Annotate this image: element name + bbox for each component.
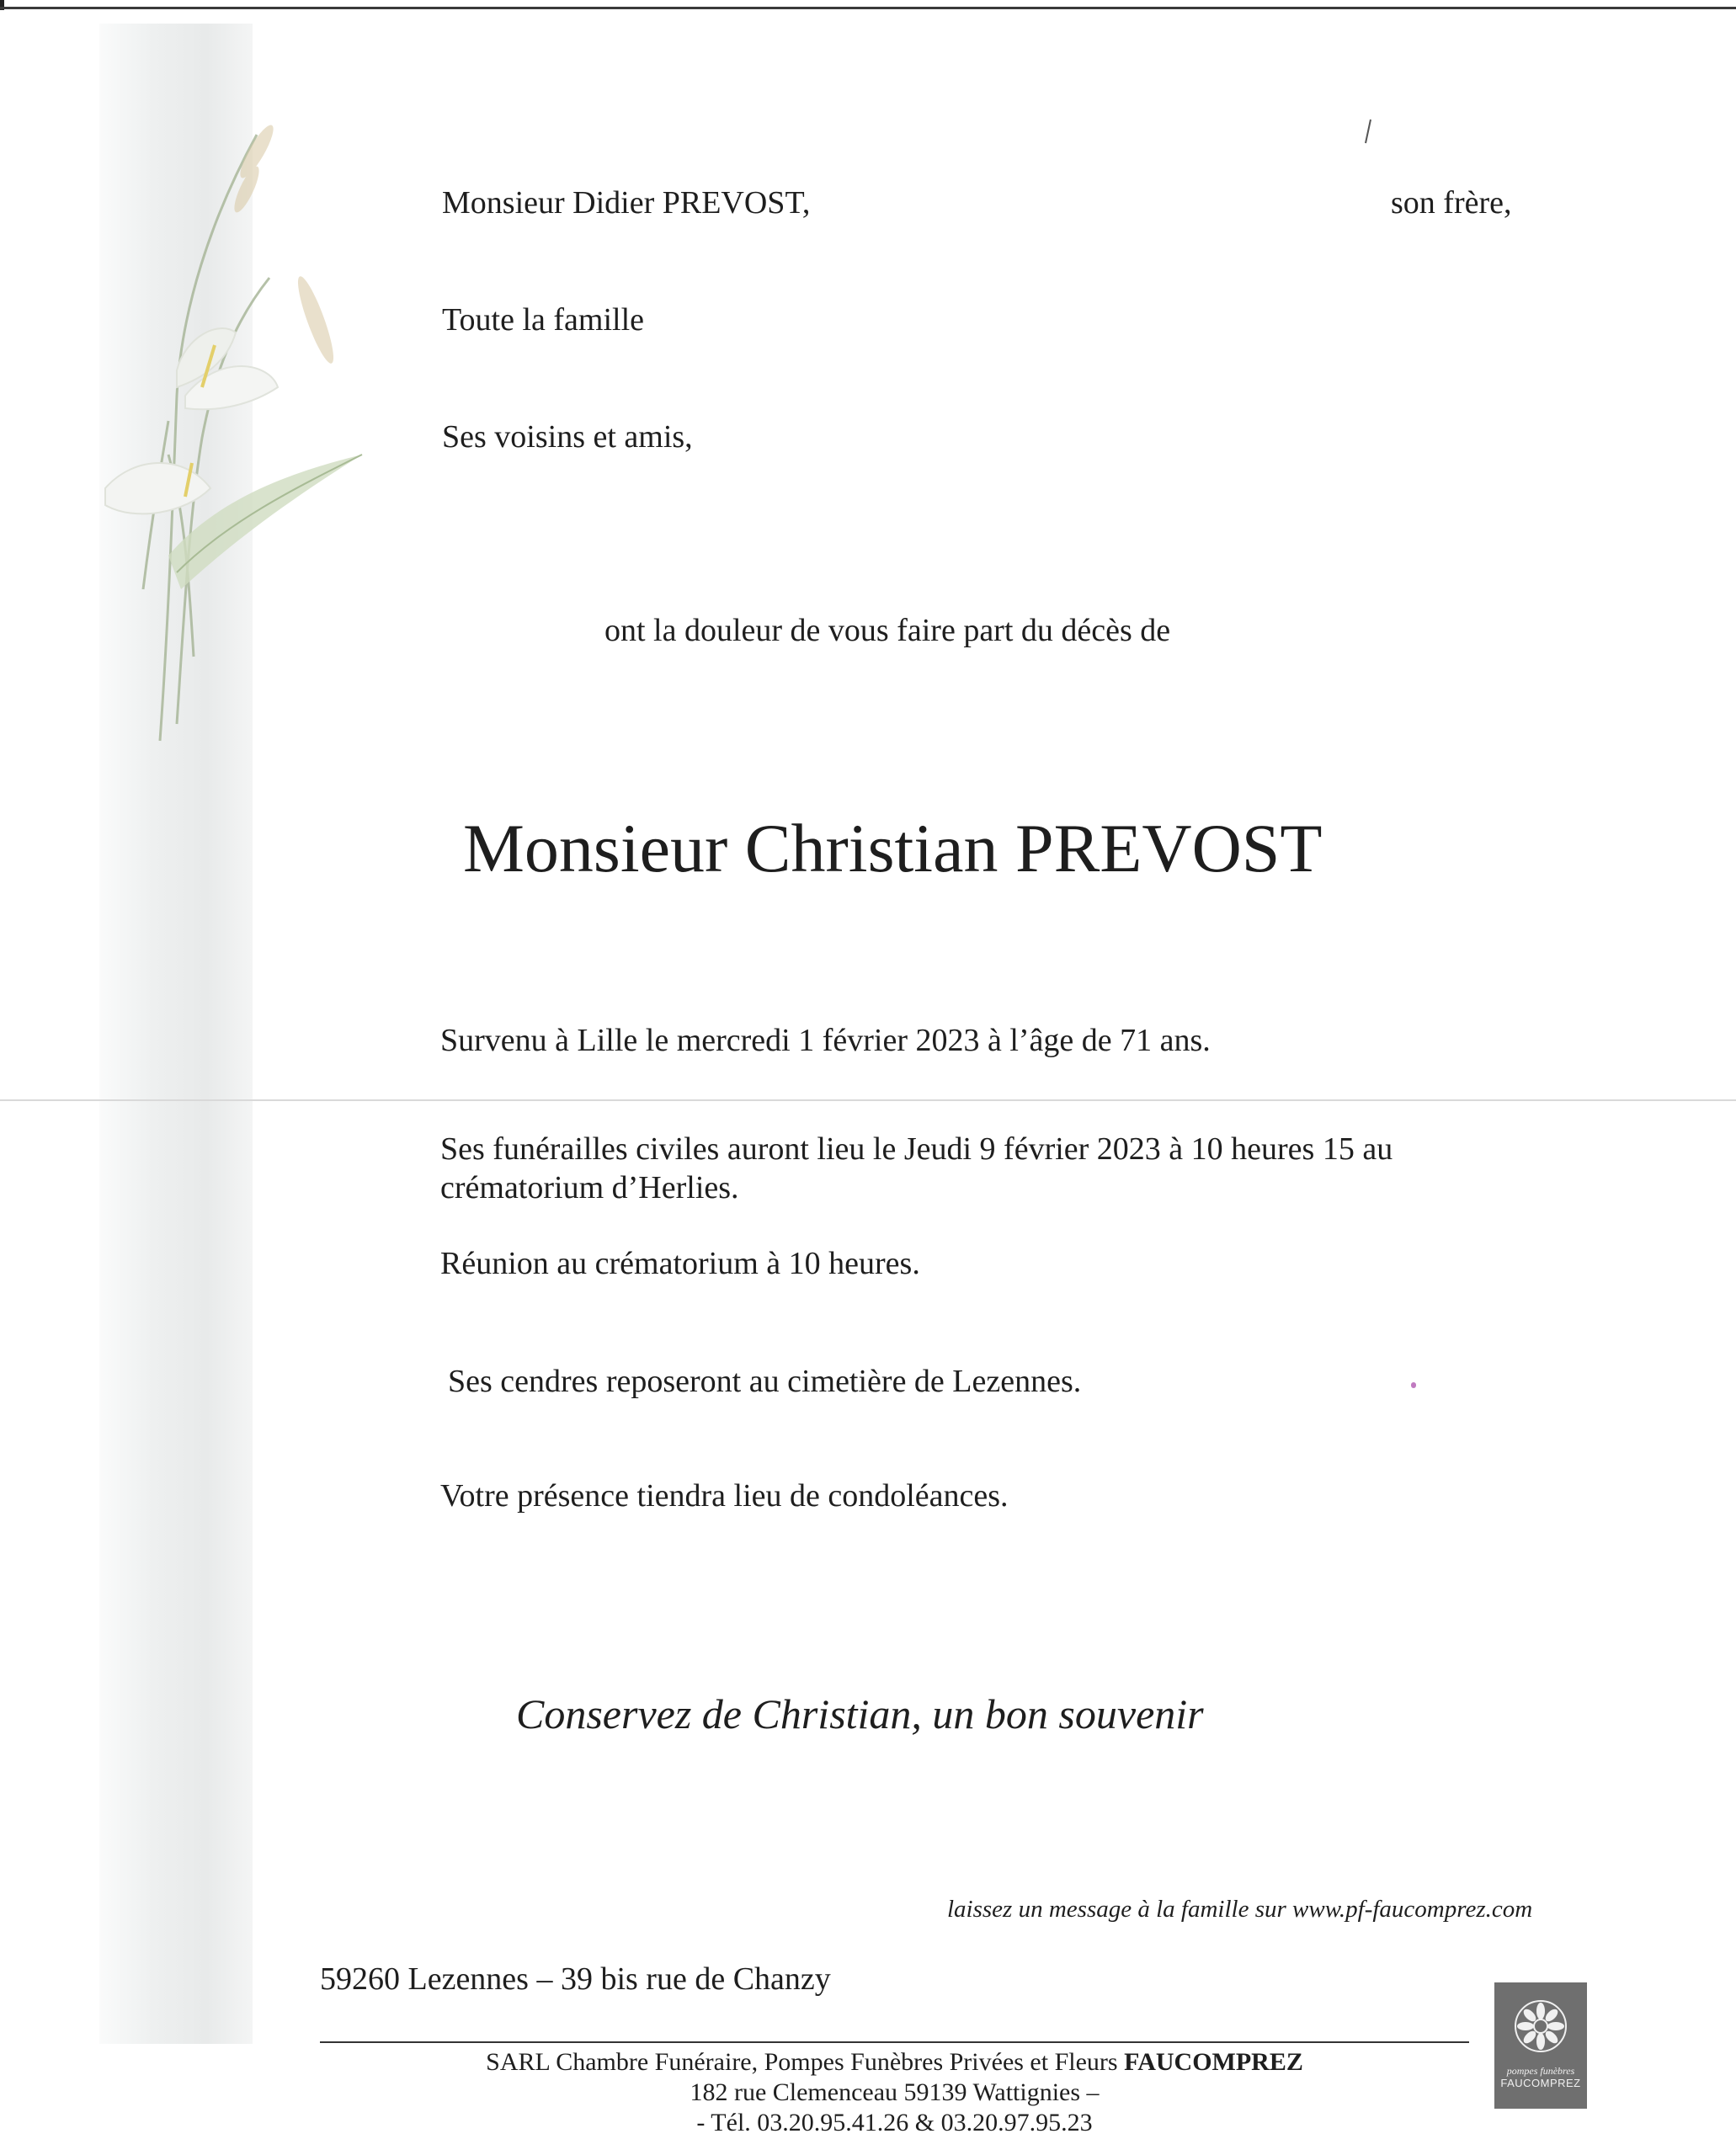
family-line: Toute la famille xyxy=(442,302,645,338)
fold-line xyxy=(0,1099,1736,1101)
announcement-text: ont la douleur de vous faire part du décès de xyxy=(604,613,1171,648)
pen-mark xyxy=(1362,118,1374,146)
family-member-name: Monsieur Didier PREVOST, xyxy=(442,185,811,221)
friends-line: Ses voisins et amis, xyxy=(442,419,693,455)
ink-speck xyxy=(1411,1382,1416,1388)
logo-script-text: pompes funèbres xyxy=(1506,2065,1575,2077)
faucomprez-logo xyxy=(1494,1982,1587,2109)
top-scan-edge xyxy=(0,7,1736,9)
remembrance-motto: Conservez de Christian, un bon souvenir xyxy=(516,1690,1204,1737)
website-note: laissez un message à la famille sur www.pf-faucomprez.com xyxy=(947,1896,1533,1923)
footer-street: 182 rue Clemenceau 59139 Wattignies – xyxy=(690,2078,1100,2106)
death-details: Survenu à Lille le mercredi 1 février 2023 à l’âge de 71 ans. xyxy=(440,1023,1211,1058)
condolences-note: Votre présence tiendra lieu de condoléances. xyxy=(440,1478,1009,1514)
flower-emblem-icon xyxy=(1507,1993,1574,2060)
logo-name-text: FAUCOMPREZ xyxy=(1500,2077,1581,2089)
family-member-relation: son frère, xyxy=(1391,185,1512,221)
deceased-name: Monsieur Christian PREVOST xyxy=(463,810,1323,886)
footer-company xyxy=(320,2047,1469,2078)
meeting-details: Réunion au crématorium à 10 heures. xyxy=(440,1246,920,1281)
funeral-details-line2: crématorium d’Herlies. xyxy=(440,1170,739,1205)
footer-phone: - Tél. 03.20.95.41.26 & 03.20.97.95.23 xyxy=(696,2109,1093,2136)
footer-company-name: FAUCOMPREZ xyxy=(1124,2048,1303,2076)
family-address: 59260 Lezennes – 39 bis rue de Chanzy xyxy=(320,1961,831,1997)
footer-company-prefix: SARL Chambre Funéraire, Pompes Funèbres Privées et Fleurs xyxy=(486,2048,1125,2076)
footer-divider xyxy=(320,2041,1469,2043)
calla-lily-wheat-illustration xyxy=(42,118,379,758)
ashes-details: Ses cendres reposeront au cimetière de Lezennes. xyxy=(448,1364,1082,1399)
funeral-details-line1: Ses funérailles civiles auront lieu le Jeudi 9 février 2023 à 10 heures 15 au xyxy=(440,1131,1393,1167)
